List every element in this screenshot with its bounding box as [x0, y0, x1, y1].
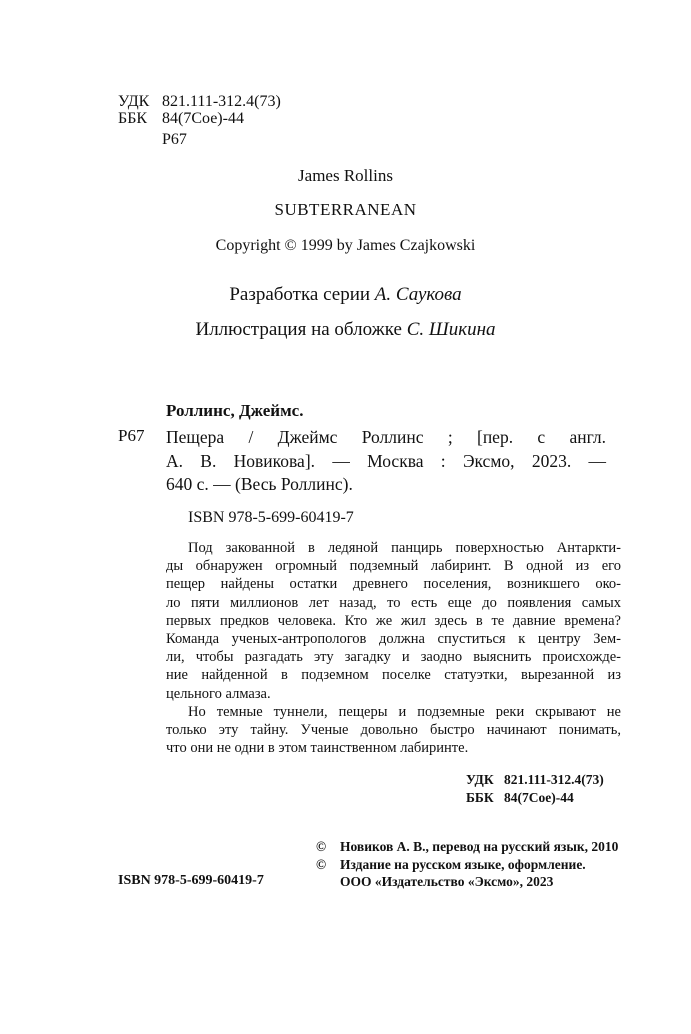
footer-classification: [466, 771, 604, 807]
bib-author-heading: Роллинс, Джеймс.: [166, 401, 304, 420]
annotation-line: пещер найдены остатки древнего поселения, возникшего око-: [166, 576, 621, 593]
footer-bbk-label: ББК: [466, 790, 494, 805]
illustration-credit: [0, 319, 691, 341]
annotation-line: Команда ученых-антропологов должна спуститься к центру Зем-: [166, 630, 621, 647]
annotation: [166, 539, 621, 757]
bib-line: 640 с. — (Весь Роллинс).: [166, 474, 353, 494]
classification-block: [118, 93, 281, 148]
illustration-prefix: Иллюстрация на обложке: [195, 319, 407, 340]
annotation-line: Под закованной в ледяной панцирь поверхностью Антаркти-: [188, 540, 621, 556]
annotation-line: ды обнаружен огромный подземный лабиринт. В одной из его: [166, 558, 621, 575]
bib-description: [166, 426, 606, 497]
footer-udk-value: 821.111-312.4(73): [504, 772, 604, 787]
bbk-label: ББК: [118, 110, 148, 127]
bbk-row: [118, 110, 281, 127]
udk-value: 821.111-312.4(73): [162, 93, 281, 110]
footer-bbk-value: 84(7Сое)-44: [504, 790, 574, 805]
footer-bbk-row: [466, 789, 604, 807]
annotation-line: ние найденной в подземном поселке статуэтки, вырезанной из: [166, 667, 621, 684]
bib-author-sign: Р67: [118, 426, 145, 445]
illustration-name: С. Шикина: [406, 319, 496, 340]
udk-row: [118, 93, 281, 110]
annotation-line: только эту тайну. Ученые довольно быстро начинают понимать,: [166, 721, 621, 738]
annotation-line: что они не одни в этом таинственном лабиринте.: [166, 740, 469, 757]
annotation-line: ло пяти миллионов лет назад, то есть еще до появления самых: [166, 594, 621, 611]
bib-line: Пещера / Джеймс Роллинс ; [пер. с англ.: [166, 427, 606, 447]
original-copyright: Copyright © 1999 by James Czajkowski: [215, 237, 476, 254]
original-title: SUBTERRANEAN: [274, 200, 417, 219]
footer-udk-label: УДК: [466, 772, 494, 787]
annotation-line: ли, чтобы разгадать эту загадку и заодно выяснить происхожде-: [166, 649, 621, 666]
bib-line: А. В. Новикова]. — Москва : Эксмо, 2023. —: [166, 450, 606, 471]
bib-isbn: ISBN 978-5-699-60419-7: [188, 509, 354, 526]
copyright-symbol: ©: [316, 839, 327, 854]
edition-copyright-publisher: ООО «Издательство «Эксмо», 2023: [340, 874, 554, 889]
udk-label: УДК: [118, 93, 150, 110]
translation-copyright-text: Новиков А. В., перевод на русский язык, 2010: [340, 839, 619, 854]
footer-udk-row: [466, 771, 604, 789]
original-author: James Rollins: [298, 166, 393, 185]
footer-copyrights: [316, 838, 620, 891]
bbk-value: 84(7Сое)-44: [162, 110, 244, 127]
series-prefix: Разработка серии: [229, 284, 375, 305]
series-credit: [0, 284, 691, 306]
copyright-symbol: ©: [316, 856, 327, 872]
annotation-line: Но темные туннели, пещеры и подземные реки скрывают не: [188, 703, 621, 720]
translation-copyright: [316, 838, 620, 856]
edition-copyright: [316, 856, 620, 874]
annotation-line: цельного алмаза.: [166, 685, 271, 702]
series-name: А. Саукова: [374, 284, 462, 305]
author-sign: Р67: [162, 131, 187, 148]
annotation-line: первых предков человека. Кто же жил здесь в те давние времена?: [166, 612, 621, 629]
edition-copyright-text: Издание на русском языке, оформление.: [340, 856, 586, 872]
footer-isbn: ISBN 978-5-699-60419-7: [118, 873, 264, 888]
